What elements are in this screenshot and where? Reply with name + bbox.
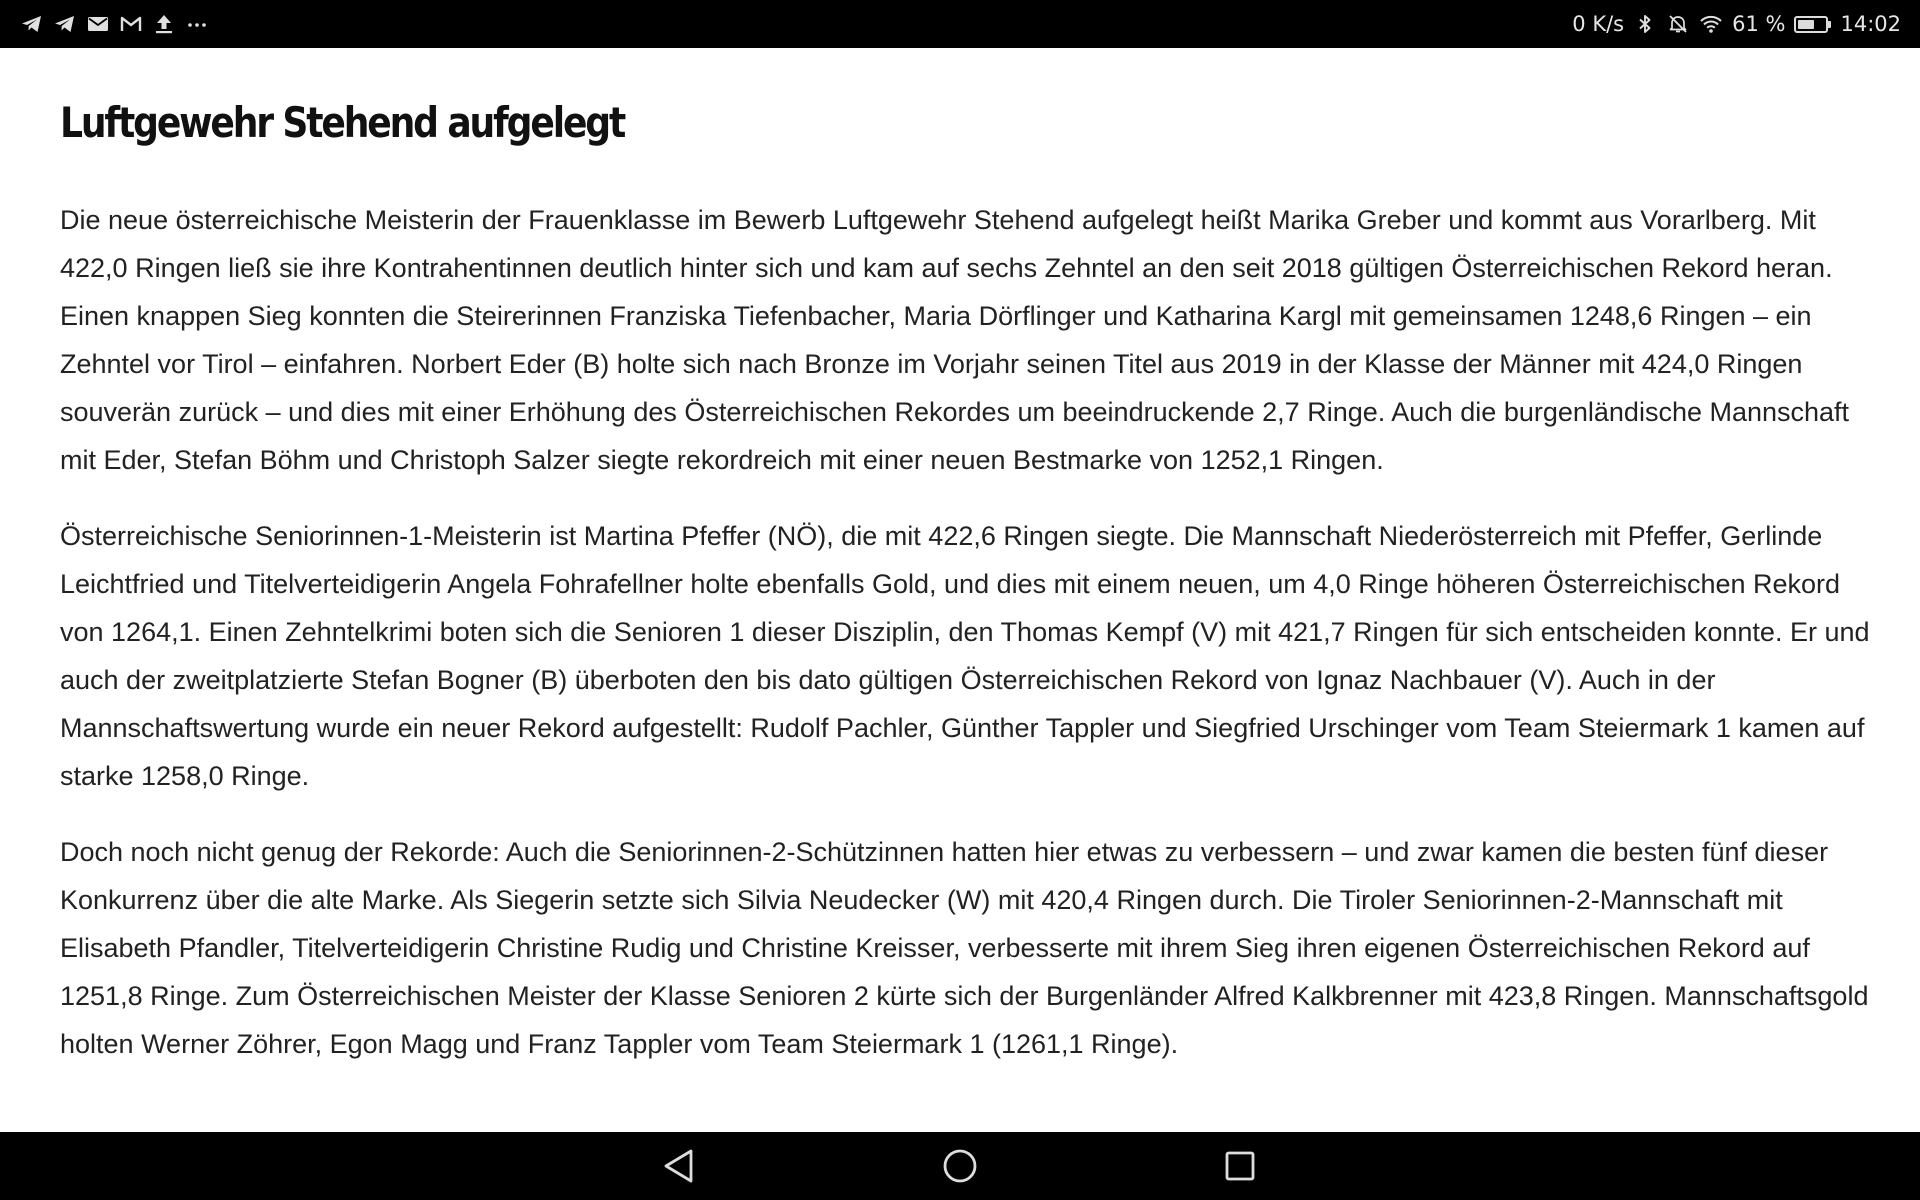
- clock: 14:02: [1840, 12, 1901, 36]
- mute-icon: [1666, 12, 1690, 36]
- navigation-bar: [0, 1132, 1920, 1200]
- status-bar: [0, 0, 1920, 48]
- back-icon: [662, 1148, 696, 1184]
- gmail-icon: [119, 12, 143, 36]
- wifi-icon: [1699, 12, 1723, 36]
- battery-percent: 61 %: [1732, 12, 1786, 36]
- home-button[interactable]: [938, 1144, 982, 1188]
- article-paragraph-2: Österreichische Seniorinnen-1-Meisterin ist Martina Pfeffer (NÖ), die mit 422,6 Ringen siegte. Die Mannschaft Niederösterreich mit Pfeffer, Gerlinde Leichtfried und Titelverteidigerin Angela Fohrafellner holte ebenfalls Gold, und dies mit einem neuen, um 4,0 Ringe höheren Österreichischen Rekord von 1264,1. Einen Zehntelkrimi boten sich die Senioren 1 dieser Disziplin, den Thomas Kempf (V) mit 421,7 Ringen für sich entscheiden konnte. Er und auch der zweitplatzierte Stefan Bogner (B) überboten den bis dato gültigen Österreichischen Rekord von Ignaz Nachbauer (V). Auch in der Mannschaftswertung wurde ein neuer Rekord aufgestellt: Rudolf Pachler, Günther Tappler und Siegfried Urschinger vom Team Steiermark 1 kamen auf starke 1258,0 Ringe.: [60, 521, 1870, 791]
- network-speed: 0 K/s: [1572, 12, 1625, 36]
- more-icon: [185, 12, 209, 36]
- telegram-icon: [53, 12, 77, 36]
- back-button[interactable]: [657, 1144, 701, 1188]
- telegram-icon: [20, 12, 44, 36]
- recents-button[interactable]: [1218, 1144, 1262, 1188]
- battery-icon: [1794, 16, 1831, 33]
- notification-icons: [20, 12, 209, 36]
- recents-icon: [1224, 1150, 1256, 1182]
- upload-icon: [152, 12, 176, 36]
- page-content[interactable]: [0, 48, 1920, 1132]
- battery-cap: [1828, 21, 1831, 28]
- home-icon: [942, 1148, 978, 1184]
- system-indicators: [1572, 12, 1901, 36]
- mail-icon: [86, 12, 110, 36]
- article-paragraph-3: Doch noch nicht genug der Rekorde: Auch die Seniorinnen-2-Schützinnen hatten hier etwas zu verbessern – und zwar kamen die besten fünf dieser Konkurrenz über die alte Marke. Als Siegerin setzte sich Silvia Neudecker (W) mit 420,4 Ringen durch. Die Tiroler Seniorinnen-2-Mannschaft mit Elisabeth Pfandler, Titelverteidigerin Christine Rudig und Christine Kreisser, verbesserte mit ihrem Sieg ihren eigenen Österreichischen Rekord auf 1251,8 Ringe. Zum Österreichischen Meister der Klasse Senioren 2 kürte sich der Burgenländer Alfred Kalkbrenner mit 423,8 Ringen. Mannschaftsgold holten Werner Zöhrer, Egon Magg und Franz Tappler vom Team Steiermark 1 (1261,1 Ringe).: [60, 837, 1869, 1059]
- bluetooth-icon: [1633, 12, 1657, 36]
- battery-body: [1794, 16, 1828, 33]
- article-title: Luftgewehr Stehend aufgelegt: [60, 98, 625, 147]
- battery-level: [1798, 20, 1814, 29]
- article: [60, 98, 1870, 1096]
- article-paragraph-1: Die neue österreichische Meisterin der Frauenklasse im Bewerb Luftgewehr Stehend aufgelegt heißt Marika Greber und kommt aus Vorarlberg. Mit 422,0 Ringen ließ sie ihre Kontrahentinnen deutlich hinter sich und kam auf sechs Zehntel an den seit 2018 gültigen Österreichischen Rekord heran. Einen knappen Sieg konnten die Steirerinnen Franziska Tiefenbacher, Maria Dörflinger und Katharina Kargl mit gemeinsamen 1248,6 Ringen – ein Zehntel vor Tirol – einfahren. Norbert Eder (B) holte sich nach Bronze im Vorjahr seinen Titel aus 2019 in der Klasse der Männer mit 424,0 Ringen souverän zurück – und dies mit einer Erhöhung des Österreichischen Rekordes um beeindruckende 2,7 Ringe. Auch die burgenländische Mannschaft mit Eder, Stefan Böhm und Christoph Salzer siegte rekordreich mit einer neuen Bestmarke von 1252,1 Ringen.: [60, 205, 1850, 475]
